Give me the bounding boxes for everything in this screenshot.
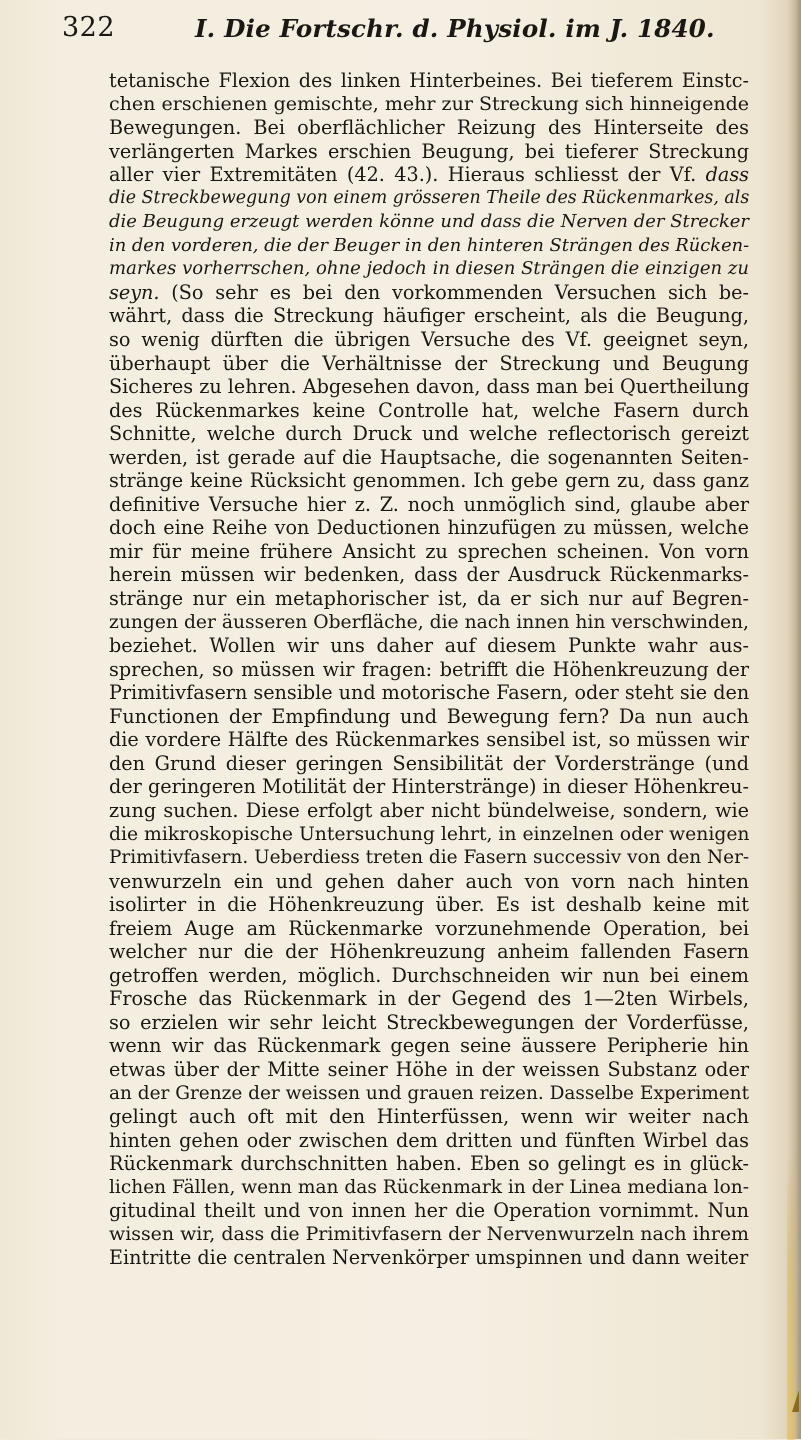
line-text: so wenig dürften die übrigen Versuche des Vf. geeignet seyn, bbox=[109, 328, 749, 352]
line-text: tetanische Flexion des linken Hinterbeines. Bei tieferem Einstc- bbox=[109, 69, 749, 92]
text-line bbox=[109, 658, 749, 682]
line-text: lichen Fällen, wenn man das Rückenmark in der Linea mediana lon- bbox=[109, 1176, 749, 1198]
line-text: Rückenmark durchschnitten haben. Eben so gelingt es in glück- bbox=[109, 1152, 749, 1176]
line-text: (So sehr es bei den vorkommenden Versuchen sich be- bbox=[159, 280, 749, 304]
line-text: isolirter in die Höhenkreuzung über. Es ist deshalb keine mit bbox=[109, 893, 749, 917]
italic-text: seyn. bbox=[109, 280, 160, 304]
text-line bbox=[109, 728, 749, 752]
text-line bbox=[109, 187, 749, 211]
text-line bbox=[109, 116, 749, 140]
italic-text: dass bbox=[705, 163, 750, 187]
text-line bbox=[109, 210, 749, 234]
text-line bbox=[109, 1058, 749, 1082]
line-text: Primitivfasern. Ueberdiess treten die Fasern successiv von den Ner- bbox=[109, 847, 750, 869]
line-text: überhaupt über die Verhältnisse der Streckung und Beugung bbox=[109, 351, 749, 375]
text-line bbox=[109, 846, 749, 870]
line-text: venwurzeln ein und gehen daher auch von vorn nach hinten bbox=[109, 869, 749, 893]
text-line bbox=[109, 257, 749, 281]
text-line bbox=[109, 399, 749, 423]
text-line bbox=[109, 1199, 749, 1223]
line-text: des Rückenmarkes keine Controlle hat, welche Fasern durch bbox=[109, 398, 749, 422]
page-header bbox=[62, 12, 762, 46]
text-line bbox=[109, 870, 749, 894]
line-text: beziehet. Wollen wir uns daher auf diesem Punkte wahr aus- bbox=[109, 634, 749, 658]
line-text: aller vier Extremitäten (42. 43.). Hieraus schliesst der Vf. bbox=[109, 163, 697, 187]
page-number: 322 bbox=[62, 12, 116, 43]
text-line bbox=[109, 304, 749, 328]
text-line bbox=[109, 281, 749, 305]
italic-text: die Beugung erzeugt werden könne und dass die Nerven der Strecker bbox=[109, 211, 749, 233]
line-text: etwas über der Mitte seiner Höhe in der weissen Substanz oder bbox=[109, 1057, 749, 1081]
text-line bbox=[109, 1011, 749, 1035]
text-line bbox=[109, 1152, 749, 1176]
text-line bbox=[109, 705, 749, 729]
line-text: chen erschienen gemischte, mehr zur Streckung sich hinneigende bbox=[109, 92, 749, 115]
line-text: gelingt auch oft mit den Hinterfüssen, wenn wir weiter nach bbox=[109, 1105, 749, 1129]
text-line bbox=[109, 352, 749, 376]
text-line bbox=[109, 893, 749, 917]
text-line bbox=[109, 234, 749, 258]
text-line bbox=[109, 611, 749, 635]
line-text: an der Grenze der weissen und grauen reizen. Dasselbe Experiment bbox=[109, 1082, 749, 1104]
line-text: getroffen werden, möglich. Durchschneiden wir nun bei einem bbox=[109, 963, 749, 987]
line-text: wenn wir das Rückenmark gegen seine äussere Peripherie hin bbox=[109, 1034, 749, 1058]
text-line bbox=[109, 516, 749, 540]
text-line bbox=[109, 563, 749, 587]
text-line bbox=[109, 1176, 749, 1200]
text-line bbox=[109, 1082, 749, 1106]
text-line bbox=[109, 69, 749, 93]
line-text: gitudinal theilt und von innen her die Operation vornimmt. Nun bbox=[109, 1199, 749, 1223]
line-text: so erzielen wir sehr leicht Streckbewegungen der Vorderfüsse, bbox=[109, 1010, 749, 1034]
text-line bbox=[109, 93, 749, 117]
text-line bbox=[109, 540, 749, 564]
text-line bbox=[109, 1246, 749, 1270]
text-line bbox=[109, 940, 749, 964]
text-line bbox=[109, 752, 749, 776]
line-text: doch eine Reihe von Deductionen hinzufügen zu müssen, welche bbox=[109, 516, 749, 540]
line-text: hinten gehen oder zwischen dem dritten und fünften Wirbel das bbox=[109, 1128, 749, 1152]
text-line bbox=[109, 1105, 749, 1129]
line-text: der geringeren Motilität der Hinterstränge) in dieser Höhenkreu- bbox=[109, 775, 749, 799]
line-text: Frosche das Rückenmark in der Gegend des 1—2ten Wirbels, bbox=[109, 987, 749, 1011]
line-text: mir für meine frühere Ansicht zu sprechen scheinen. Von vorn bbox=[109, 539, 749, 563]
line-text: währt, dass die Streckung häufiger erscheint, als die Beugung, bbox=[109, 304, 749, 328]
line-text: welcher nur die der Höhenkreuzung anheim fallenden Fasern bbox=[109, 940, 749, 964]
text-line bbox=[109, 917, 749, 941]
line-text: herein müssen wir bedenken, dass der Ausdruck Rückenmarks- bbox=[109, 563, 749, 587]
body-text bbox=[109, 69, 749, 1270]
text-line bbox=[109, 140, 749, 164]
text-line bbox=[109, 493, 749, 517]
line-text: Primitivfasern sensible und motorische Fasern, oder steht sie den bbox=[109, 681, 750, 705]
text-line bbox=[109, 469, 749, 493]
text-line bbox=[109, 1034, 749, 1058]
line-text: Schnitte, welche durch Druck und welche reflectorisch gereizt bbox=[109, 422, 749, 446]
running-head: I. Die Fortschr. d. Physiol. im J. 1840. bbox=[195, 14, 715, 43]
italic-text: in den vorderen, die der Beuger in den hinteren Strängen des Rücken- bbox=[109, 234, 750, 256]
line-text: den Grund dieser geringen Sensibilität der Vorderstränge (und bbox=[109, 751, 749, 775]
line-text: Sicheres zu lehren. Abgesehen davon, dass man bei Quertheilung bbox=[109, 375, 750, 399]
line-text: Eintritte die centralen Nervenkörper umspinnen und dann weiter bbox=[109, 1246, 749, 1270]
italic-text: markes vorherrschen, ohne jedoch in diesen Strängen die einzigen zu bbox=[109, 258, 749, 280]
page-edge-mark bbox=[792, 1390, 799, 1412]
text-line bbox=[109, 446, 749, 470]
line-text: definitive Versuche hier z. Z. noch unmöglich sind, glaube aber bbox=[109, 492, 749, 516]
text-line bbox=[109, 964, 749, 988]
line-text: die mikroskopische Untersuchung lehrt, in einzelnen oder wenigen bbox=[109, 823, 750, 845]
line-text: Functionen der Empfindung und Bewegung fern? Da nun auch bbox=[109, 704, 749, 728]
text-line bbox=[109, 681, 749, 705]
text-line bbox=[109, 799, 749, 823]
italic-text: die Streckbewegung von einem grösseren Theile des Rückenmarkes, als bbox=[109, 187, 750, 208]
line-text: stränge keine Rücksicht genommen. Ich gebe gern zu, dass ganz bbox=[109, 469, 749, 493]
text-line bbox=[109, 823, 749, 847]
text-line bbox=[109, 987, 749, 1011]
line-text: wissen wir, dass die Primitivfasern der Nervenwurzeln nach ihrem bbox=[109, 1222, 749, 1245]
text-line bbox=[109, 422, 749, 446]
text-line bbox=[109, 328, 749, 352]
line-text: verlängerten Markes erschien Beugung, bei tieferer Streckung bbox=[109, 139, 749, 163]
line-text: stränge nur ein metaphorischer ist, da er sich nur auf Begren- bbox=[109, 587, 749, 611]
text-line bbox=[109, 634, 749, 658]
text-line bbox=[109, 587, 749, 611]
line-text: werden, ist gerade auf die Hauptsache, die sogenannten Seiten- bbox=[109, 445, 749, 469]
text-line bbox=[109, 1223, 749, 1247]
line-text: freiem Auge am Rückenmarke vorzunehmende Operation, bei bbox=[109, 916, 749, 940]
text-line bbox=[109, 1129, 749, 1153]
line-text: die vordere Hälfte des Rückenmarkes sensibel ist, so müssen wir bbox=[109, 728, 749, 752]
text-line bbox=[109, 375, 749, 399]
text-line bbox=[109, 163, 749, 187]
line-text: zung suchen. Diese erfolgt aber nicht bündelweise, sondern, wie bbox=[109, 798, 749, 822]
text-line bbox=[109, 775, 749, 799]
line-text: sprechen, so müssen wir fragen: betrifft die Höhenkreuzung der bbox=[109, 657, 749, 681]
line-text: zungen der äusseren Oberfläche, die nach innen hin verschwinden, bbox=[109, 611, 749, 633]
line-text: Bewegungen. Bei oberflächlicher Reizung des Hinterseite des bbox=[109, 116, 749, 140]
